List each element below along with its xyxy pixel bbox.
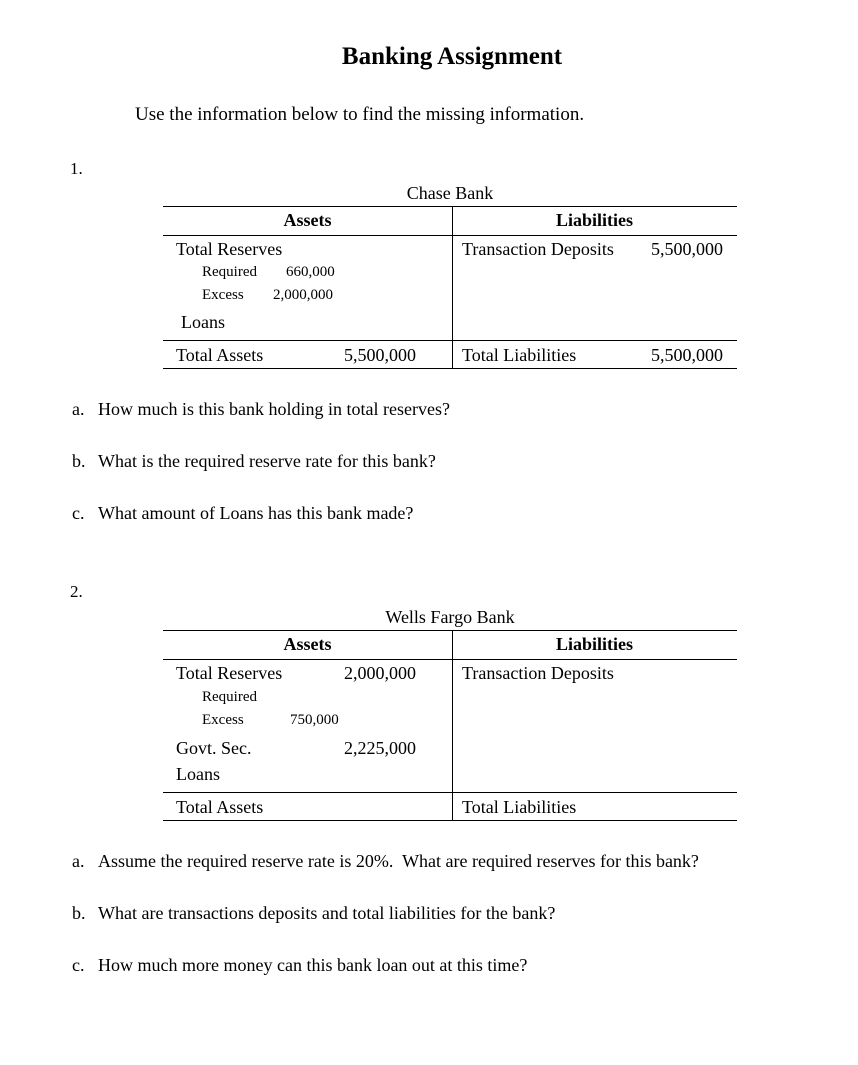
question-text: How much more money can this bank loan out at this time? bbox=[98, 955, 528, 975]
question-letter: c. bbox=[72, 955, 85, 975]
excess-value: 2,000,000 bbox=[273, 287, 333, 303]
table-rule bbox=[163, 792, 737, 793]
total-assets-label: Total Assets bbox=[176, 797, 264, 817]
question-1a bbox=[72, 399, 450, 420]
question-letter: c. bbox=[72, 503, 85, 523]
table-rule bbox=[163, 820, 737, 821]
question-1b bbox=[72, 451, 436, 472]
question-1c bbox=[72, 503, 413, 524]
loans-label: Loans bbox=[176, 764, 220, 784]
problem-2-bank-name: Wells Fargo Bank bbox=[385, 607, 515, 627]
total-assets-label: Total Assets bbox=[176, 345, 264, 365]
total-liabilities-label: Total Liabilities bbox=[462, 345, 577, 365]
transaction-deposits-label: Transaction Deposits bbox=[462, 663, 614, 683]
total-reserves-label: Total Reserves bbox=[176, 663, 283, 683]
total-reserves-label: Total Reserves bbox=[176, 239, 283, 259]
instructions: Use the information below to find the missing information. bbox=[135, 104, 585, 125]
transaction-deposits-label: Transaction Deposits bbox=[462, 239, 614, 259]
loans-label: Loans bbox=[181, 312, 225, 332]
table-rule bbox=[163, 235, 737, 236]
liabilities-header: Liabilities bbox=[555, 210, 633, 230]
problem-2-number: 2. bbox=[70, 582, 83, 601]
total-reserves-value: 2,000,000 bbox=[344, 663, 416, 683]
total-liabilities-label: Total Liabilities bbox=[462, 797, 577, 817]
transaction-deposits-value: 5,500,000 bbox=[651, 239, 723, 259]
govt-sec-value: 2,225,000 bbox=[344, 738, 416, 758]
required-label: Required bbox=[202, 689, 257, 705]
question-text: Assume the required reserve rate is 20%. What are required reserves for this bank? bbox=[98, 851, 699, 871]
question-2b bbox=[72, 903, 555, 924]
required-value: 660,000 bbox=[286, 264, 335, 280]
total-assets-value: 5,500,000 bbox=[344, 345, 416, 365]
excess-label: Excess bbox=[202, 287, 244, 303]
excess-value: 750,000 bbox=[290, 712, 339, 728]
required-label: Required bbox=[202, 264, 257, 280]
question-letter: b. bbox=[72, 451, 86, 471]
assets-header: Assets bbox=[283, 634, 332, 654]
table-rule bbox=[163, 630, 737, 631]
question-letter: b. bbox=[72, 903, 86, 923]
page-title: Banking Assignment bbox=[341, 43, 563, 70]
question-text: What are transactions deposits and total liabilities for the bank? bbox=[98, 903, 556, 923]
assets-header: Assets bbox=[283, 210, 332, 230]
question-letter: a. bbox=[72, 851, 85, 871]
liabilities-header: Liabilities bbox=[555, 634, 633, 654]
table-rule bbox=[163, 340, 737, 341]
table-rule bbox=[163, 659, 737, 660]
problem-1-number: 1. bbox=[70, 159, 83, 178]
table-rule bbox=[163, 206, 737, 207]
table-rule bbox=[163, 368, 737, 369]
govt-sec-label: Govt. Sec. bbox=[176, 738, 252, 758]
question-text: How much is this bank holding in total reserves? bbox=[98, 399, 450, 419]
question-2c bbox=[72, 955, 527, 976]
total-liabilities-value: 5,500,000 bbox=[651, 345, 723, 365]
question-text: What amount of Loans has this bank made? bbox=[98, 503, 414, 523]
excess-label: Excess bbox=[202, 712, 244, 728]
question-letter: a. bbox=[72, 399, 85, 419]
problem-1-bank-name: Chase Bank bbox=[406, 183, 494, 203]
table-divider bbox=[452, 630, 453, 820]
question-text: What is the required reserve rate for this bank? bbox=[98, 451, 436, 471]
question-2a bbox=[72, 851, 699, 872]
